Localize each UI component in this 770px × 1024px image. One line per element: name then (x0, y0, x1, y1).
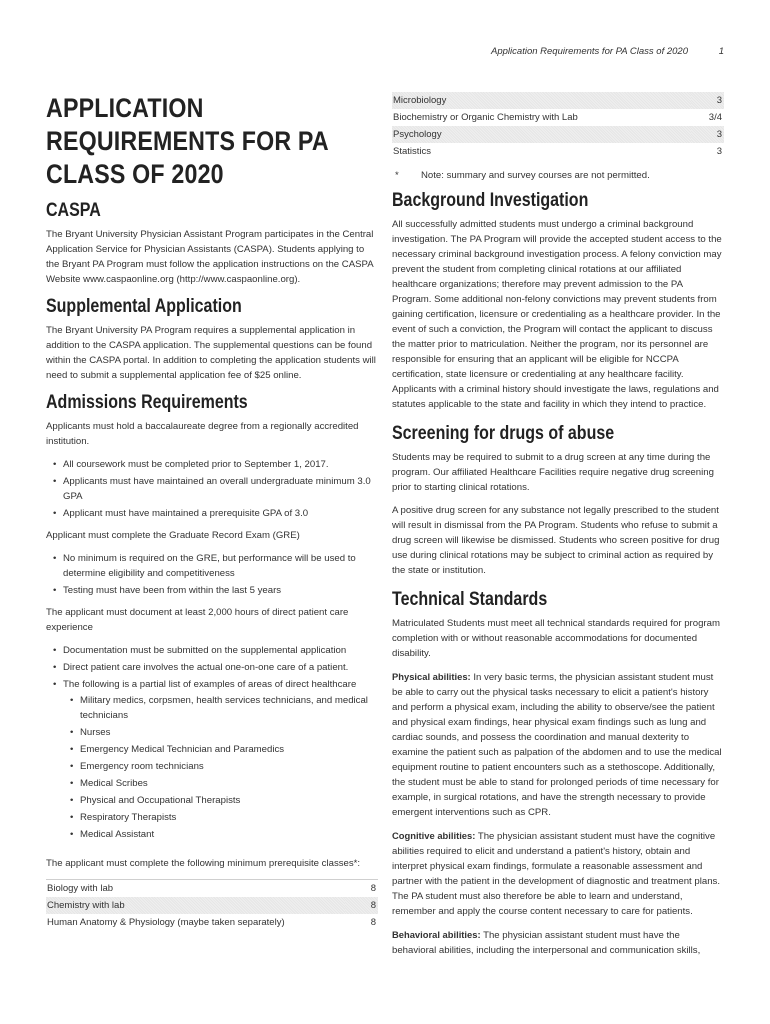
course-credits: 3 (716, 146, 722, 157)
supplemental-heading: Supplemental Application (46, 295, 242, 317)
drugs-text-1: Students may be required to submit to a drug screen at any time during the program. Our affiliated Healthcare Facilities require negative drug screening prior to starting clinical rotations. (392, 452, 714, 493)
physical-abilities (392, 669, 724, 820)
table-row (46, 880, 378, 898)
background-text: All successfully admitted students must undergo a criminal background investigation. The PA Program will provide the accepted student access to the necessary criminal background investigation process. A felony conviction may prevent the student from completing clinical rotations at our affiliated healthcare organizations; therefore may prevent admission to the PA Program. Some additional non-felony convictions may prevent students from gaining certification, licensure or credentialing as a healthcare provider. In the event of such a conviction, the Program will contact the applicant to discuss the matter prior to matriculation. Neither the program, nor its personnel are responsible for ensuring that an applicant will be eligible for NCCPA certification, state licensure or credentialing at any healthcare facility. Applicants with a criminal history should investigate the laws, regulations and statutes applicable to the state and facility in which they intend to practice. (392, 219, 722, 410)
left-column (46, 92, 378, 937)
list-item: • Testing must have been from within the last 5 years (46, 583, 378, 598)
sublist-item: • Respiratory Therapists (63, 810, 378, 825)
list-item (46, 677, 378, 842)
physical-label: Physical abilities: (392, 671, 471, 682)
sublist-item: • Emergency room technicians (63, 759, 378, 774)
patient-care-list (46, 643, 378, 842)
table-row (392, 109, 724, 126)
prereq-intro: The applicant must complete the following minimum prerequisite classes*: (46, 858, 361, 869)
coursework-list (46, 457, 378, 521)
caspa-text: The Bryant University Physician Assistant Program participates in the Central Application Service for Physician Assistants (CASPA). Students applying to the Bryant PA Program must follow the application instructions on the CASPA Website www.caspaonline.org (http://www.caspaonline.org). (46, 229, 374, 285)
gre-intro: Applicant must complete the Graduate Record Exam (GRE) (46, 530, 300, 541)
prereq-table-right (392, 92, 724, 160)
behavioral-text: The physician assistant student must have the behavioral abilities, including the interpersonal and communication skills, (392, 930, 701, 956)
prereq-table-left (46, 879, 378, 931)
sublist-item: • Nurses (63, 725, 378, 740)
document-title: APPLICATION REQUIREMENTS FOR PA CLASS OF 2020 (46, 93, 328, 189)
course-credits: 8 (345, 897, 378, 914)
page-header (0, 42, 770, 62)
right-column (392, 92, 724, 966)
page-number: 1 (718, 46, 724, 57)
caspa-heading: CASPA (46, 199, 101, 221)
course-name: Human Anatomy & Physiology (maybe taken separately) (47, 917, 285, 928)
note-text: Note: summary and survey courses are not permitted. (421, 170, 650, 181)
list-item: • Documentation must be submitted on the supplemental application (46, 643, 378, 658)
list-item: • All coursework must be completed prior to September 1, 2017. (46, 457, 378, 472)
course-credits: 3/4 (708, 112, 722, 123)
note-asterisk: * (395, 170, 399, 181)
course-credits: 3 (691, 126, 724, 143)
admissions-heading: Admissions Requirements (46, 391, 248, 413)
physical-text: In very basic terms, the physician assistant student must be able to carry out the physical tasks necessary to elicit a patient's history and perform a physical exam, including the ability to observe/see the patient and physical exam findings, hear physical exam findings such as lung and cardiac sounds, and possess the coordination and manual dexterity to examine the patient such as palpation of the abdomen and to use the medical equipment routine to patient encounters such as a stethoscope. Additionally, the student must be able to stand for prolonged periods of time necessary for example, in surgical rotations, and have the strength necessary to provide emergent interventions such as CPR. (392, 672, 722, 818)
cognitive-abilities (392, 828, 724, 919)
course-name: Biochemistry or Organic Chemistry with Lab (393, 112, 578, 123)
table-row (46, 897, 378, 914)
course-name: Chemistry with lab (46, 897, 345, 914)
behavioral-label: Behavioral abilities: (392, 929, 481, 940)
healthcare-areas-sublist (63, 693, 378, 842)
list-item: • Applicants must have maintained an overall undergraduate minimum 3.0 GPA (46, 474, 378, 504)
course-credits: 8 (370, 917, 376, 928)
table-row (46, 914, 378, 931)
cognitive-text: The physician assistant student must have the cognitive abilities required to elicit and understand a patient's history, obtain and interpret physical exam findings, formulate a reasonable assessment and partner with the patient in the development of diagnostic and treatment plans. The PA student must also therefore be able to learn and understand, remember and apply the course content necessary to care for patients. (392, 831, 720, 917)
sublist-item: • Physical and Occupational Therapists (63, 793, 378, 808)
sublist-item: • Emergency Medical Technician and Paramedics (63, 742, 378, 757)
technical-intro: Matriculated Students must meet all technical standards required for program completion with or without reasonable accommodations for documented disability. (392, 618, 720, 659)
course-credits: 8 (345, 880, 378, 898)
course-note (392, 168, 724, 183)
list-item: • No minimum is required on the GRE, but performance will be used to determine eligibility and competitiveness (46, 551, 378, 581)
course-credits: 3 (691, 92, 724, 109)
admissions-intro: Applicants must hold a baccalaureate degree from a regionally accredited institution. (46, 421, 359, 447)
course-name: Microbiology (392, 92, 691, 109)
sublist-item: • Military medics, corpsmen, health services technicians, and medical technicians (63, 693, 378, 723)
table-row (392, 92, 724, 109)
list-item: • Direct patient care involves the actual one-on-one care of a patient. (46, 660, 378, 675)
cognitive-label: Cognitive abilities: (392, 830, 476, 841)
running-header-title: Application Requirements for PA Class of 2020 (491, 46, 688, 57)
course-name: Biology with lab (46, 880, 345, 898)
behavioral-abilities (392, 927, 724, 958)
list-item-text: The following is a partial list of examples of areas of direct healthcare (63, 679, 357, 690)
sublist-item: • Medical Assistant (63, 827, 378, 842)
course-name: Statistics (393, 146, 432, 157)
drugs-heading: Screening for drugs of abuse (392, 422, 615, 444)
list-item: • Applicant must have maintained a prerequisite GPA of 3.0 (46, 506, 378, 521)
course-name: Psychology (392, 126, 691, 143)
drugs-text-2: A positive drug screen for any substance not legally prescribed to the student will result in dismissal from the PA Program. Students who refuse to submit a drug screen will likewise be dismissed. Students who screen positive for drug use during clinical rotations may be subject to criminal action as required by the state or institution. (392, 505, 720, 576)
table-row (392, 126, 724, 143)
sublist-item: • Medical Scribes (63, 776, 378, 791)
technical-heading: Technical Standards (392, 588, 548, 610)
table-row (392, 143, 724, 160)
hours-intro: The applicant must document at least 2,000 hours of direct patient care experience (46, 607, 349, 633)
supplemental-text: The Bryant University PA Program requires a supplemental application in addition to the CASPA application. The supplemental questions can be found within the CASPA portal. In addition to completing the application students will need to submit a supplemental application fee of $25 online. (46, 325, 376, 381)
background-heading: Background Investigation (392, 189, 589, 211)
gre-list (46, 551, 378, 598)
